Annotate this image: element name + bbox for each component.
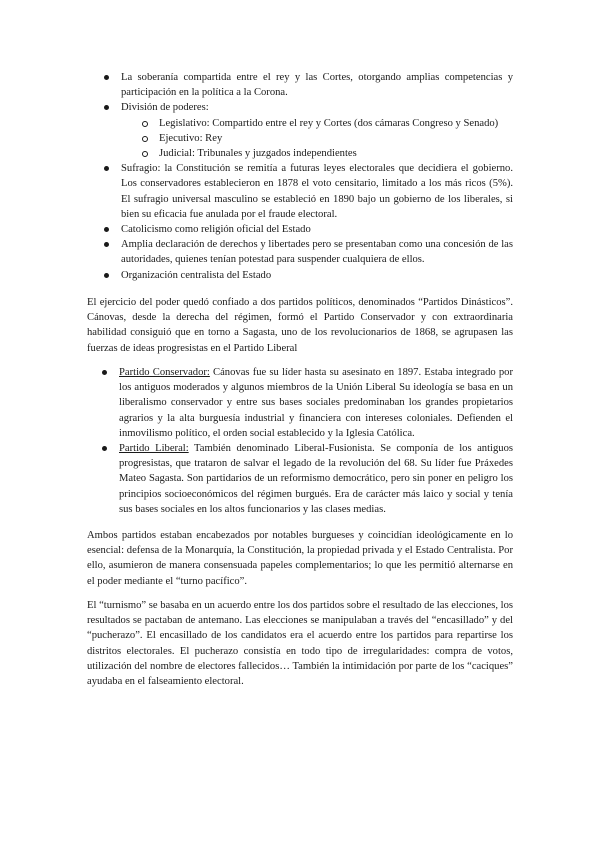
conservative-party-text: Cánovas fue su líder hasta su asesinato en 1897. Estaba integrado por los antiguos moderados y algunos miembros de la Unión Liberal Su ideología se basa en un liberalismo conservador y entre sus bases sociales predominaban los grandes propietarios agrarios y la alta burguesía industrial y financiera con intereses coloniales. Defienden el inmovilismo político, el orden social establecido y la Iglesia Católica.: [119, 367, 514, 439]
powers-sublist: [87, 116, 513, 162]
list-item-rights: Amplia declaración de derechos y libertades pero se presentaban como una concesión de las autoridades, quienes tenían potestad para suspender cualquiera de ellos.: [87, 237, 513, 267]
sublist-item-legislative: Legislativo: Compartido entre el rey y Cortes (dos cámaras Congreso y Senado): [87, 116, 513, 131]
sublist-item-judicial: Judicial: Tribunales y juzgados independientes: [87, 146, 513, 161]
paragraph-dynastic-parties: El ejercicio del poder quedó confiado a dos partidos políticos, denominados “Partidos Dinásticos”. Cánovas, desde la derecha del régimen, formó el Partido Conservador y con extraordinaria habilidad consiguió que en torno a Sagasta, uno de los revolucionarios de 1868, se agrupasen las fuerzas de ideas progresistas en el Partido Liberal: [87, 297, 513, 354]
constitution-features-list: [87, 70, 513, 283]
liberal-party-label: Partido Liberal:: [119, 443, 189, 455]
list-item-sovereignty: La soberanía compartida entre el rey y las Cortes, otorgando amplias competencias y participación en la política a la Corona.: [87, 70, 513, 100]
liberal-party-text: También denominado Liberal-Fusionista. Se componía de los antiguos progresistas, que trataron de salvar el legado de la revolución del 68. Su líder fue Práxedes Mateo Sagasta. Son partidarios de un reformismo democrático, pero sin poner en peligro los principios socioeconómicos del régimen burgués. Era de carácter más laico y social y tenía sus bases sociales en los altos funcionarios y las clases medias.: [119, 443, 513, 515]
paragraph-turnismo: El “turnismo” se basaba en un acuerdo entre los dos partidos sobre el resultado de las elecciones, los resultados se pactaban de antemano. Las elecciones se manipulaban a través del “encasillado” y del “pucherazo”. El encasillado de los candidatos era el acuerdo entre los partidos para repartirse los distritos electorales. El pucherazo consistía en todo tipo de irregularidades: compra de votos, utilización del nombre de electores fallecidos… También la intimidación por parte de los “caciques” ayudaba en el falseamiento electoral.: [87, 600, 513, 688]
parties-list: [87, 365, 513, 517]
list-item-centralism: Organización centralista del Estado: [87, 268, 513, 283]
list-item-suffrage: Sufragio: la Constitución se remitía a futuras leyes electorales que decidiera el gobierno. Los conservadores establecieron en 1878 el voto censitario, limitado a los más ricos (5%). El sufragio universal masculino se estableció en 1890 bajo un gobierno de los liberales, si bien su eficacia fue anulada por el fraude electoral.: [87, 161, 513, 222]
division-of-powers-label: División de poderes:: [121, 102, 209, 114]
sublist-item-executive: Ejecutivo: Rey: [87, 131, 513, 146]
list-item-conservative-party: [87, 365, 513, 441]
list-item-catholicism: Catolicismo como religión oficial del Estado: [87, 222, 513, 237]
list-item-division-of-powers: [87, 100, 513, 161]
conservative-party-label: Partido Conservador:: [119, 367, 210, 378]
list-item-liberal-party: [87, 441, 513, 517]
paragraph-both-parties: Ambos partidos estaban encabezados por notables burgueses y coincidían ideológicamente en lo esencial: defensa de la Monarquía, la Constitución, la propiedad privada y el Estado Centralista. Por ello, asumieron de manera consensuada papeles complementarios; lo que les permitió alternarse en el poder mediante el “turno pacífico”.: [87, 530, 513, 587]
